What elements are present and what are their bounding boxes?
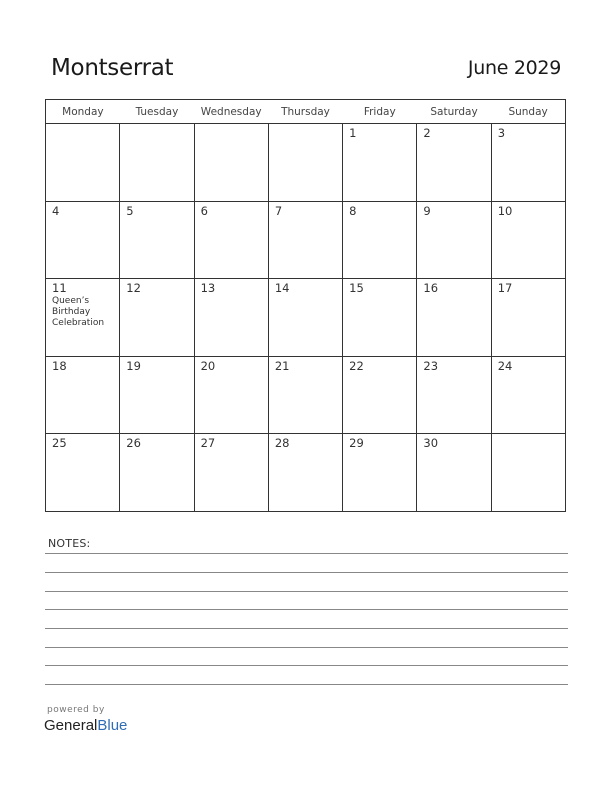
note-line: [45, 665, 568, 666]
day-number: 24: [497, 358, 513, 373]
day-number: 16: [423, 281, 439, 296]
day-cell: [194, 356, 268, 434]
day-number: 17: [497, 281, 513, 296]
day-cell: [417, 434, 491, 512]
day-cell: [491, 124, 565, 202]
day-number: 1: [349, 126, 357, 140]
weekday-tuesday: Tuesday: [120, 100, 194, 124]
brand-logo: [44, 717, 127, 734]
day-cell: [46, 201, 120, 279]
day-number: 12: [126, 281, 141, 296]
day-cell: [491, 356, 565, 434]
day-cell: [491, 434, 565, 512]
day-number: 3: [497, 126, 506, 140]
day-cell: [268, 434, 342, 512]
day-cell: [194, 434, 268, 512]
day-number: 7: [274, 203, 283, 218]
day-number: 5: [126, 203, 134, 218]
week-row: [46, 434, 566, 512]
day-cell: [343, 201, 417, 279]
day-number: 18: [52, 358, 67, 373]
day-number: 6: [200, 203, 208, 218]
day-number: 8: [349, 203, 357, 218]
day-number: 22: [349, 358, 364, 373]
day-cell: [491, 201, 565, 279]
calendar-title: Montserrat: [51, 55, 174, 81]
day-number: 21: [274, 358, 290, 373]
note-line: [45, 628, 568, 629]
day-cell: [417, 124, 491, 202]
day-cell: [343, 124, 417, 202]
weekday-header-row: [46, 100, 566, 124]
week-row: [46, 356, 566, 434]
day-cell: [268, 124, 342, 202]
note-line: [45, 609, 568, 610]
day-number: 15: [349, 281, 364, 296]
day-number: 10: [497, 203, 513, 218]
day-number: 4: [52, 203, 60, 218]
weekday-friday: Friday: [343, 100, 417, 124]
day-cell: [417, 279, 491, 357]
day-number: 27: [200, 436, 216, 451]
day-number: 26: [126, 436, 141, 451]
day-number: 23: [423, 358, 439, 373]
note-line: [45, 684, 568, 685]
day-number: 29: [349, 436, 364, 451]
day-number: 28: [274, 436, 290, 451]
calendar-grid: [45, 99, 566, 512]
day-cell: [268, 356, 342, 434]
day-number: 30: [423, 436, 439, 451]
week-row: [46, 201, 566, 279]
day-cell: [46, 124, 120, 202]
brand-part-general: General: [44, 717, 98, 734]
day-cell: [417, 201, 491, 279]
day-number: 11: [52, 281, 67, 296]
day-number: 25: [52, 436, 67, 451]
day-number: 13: [200, 281, 216, 296]
day-cell: [417, 356, 491, 434]
day-cell: [268, 201, 342, 279]
notes-label: NOTES:: [48, 537, 91, 550]
day-cell: [120, 124, 194, 202]
day-cell: [491, 279, 565, 357]
day-number: 9: [423, 203, 431, 218]
note-line: [45, 553, 568, 554]
day-cell: [46, 279, 120, 357]
day-number: 14: [274, 281, 290, 296]
day-number: 19: [126, 358, 141, 373]
note-line: [45, 572, 568, 573]
note-line: [45, 591, 568, 592]
day-cell: [120, 434, 194, 512]
day-cell: [268, 279, 342, 357]
weekday-wednesday: Wednesday: [194, 100, 268, 124]
note-line: [45, 647, 568, 648]
weekday-thursday: Thursday: [268, 100, 342, 124]
powered-by-text: powered by: [47, 705, 105, 715]
day-number: 2: [423, 126, 431, 140]
day-cell: [120, 279, 194, 357]
day-cell: [194, 279, 268, 357]
week-row: [46, 124, 566, 202]
day-cell: [343, 434, 417, 512]
holiday-event: Queen’s Birthday Celebration: [52, 296, 105, 329]
day-cell: [343, 356, 417, 434]
day-cell: [343, 279, 417, 357]
day-number: 20: [200, 358, 216, 373]
day-cell: [120, 356, 194, 434]
day-cell: [46, 434, 120, 512]
day-cell: [46, 356, 120, 434]
day-cell: [194, 201, 268, 279]
weekday-sunday: Sunday: [491, 100, 565, 124]
weekday-saturday: Saturday: [417, 100, 491, 124]
weekday-monday: Monday: [46, 100, 120, 124]
day-cell: [120, 201, 194, 279]
week-row: [46, 279, 566, 357]
brand-part-blue: Blue: [97, 717, 128, 734]
month-label: June 2029: [467, 57, 561, 79]
day-cell: [194, 124, 268, 202]
